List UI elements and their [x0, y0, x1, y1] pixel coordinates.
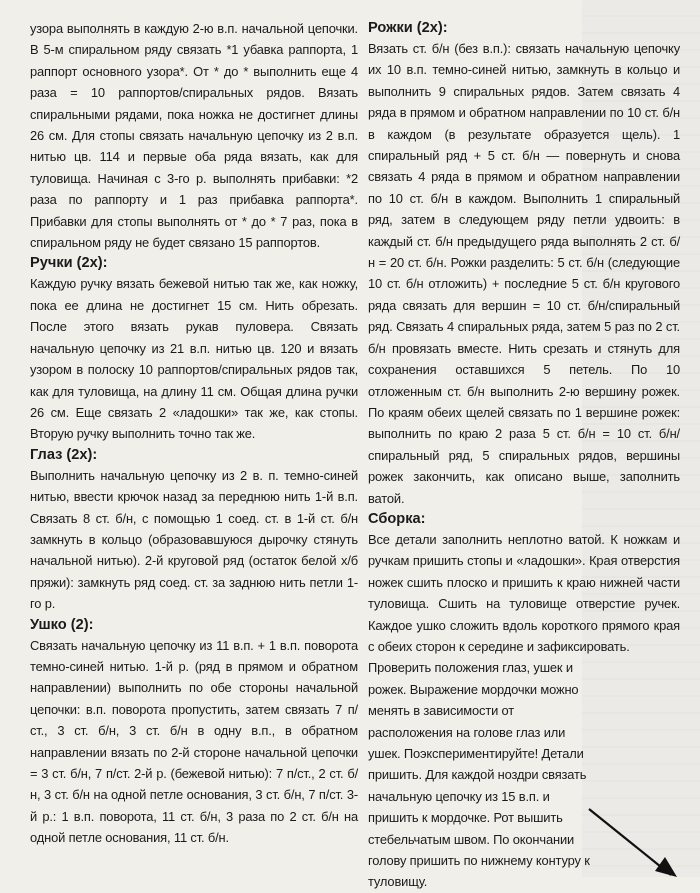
assembly-paragraph: Все детали заполнить неплотно ватой. К ножкам и ручкам пришить стопы и «ладошки». Края отверстия ножек сшить плоско и пришить к краю нижней части туловища. Сшить на туловище отверстие ручек. Каждое ушко сложить вдоль короткого прямого края с обеих сторон к середине и зафиксировать. — [368, 531, 680, 654]
left-column — [30, 18, 358, 849]
intro-paragraph: узора выполнять в каждую 2-ю в.п. начальной цепочки. В 5-м спиральном ряду связать *1 убавка раппорта, 1 раппорт основного узора*. От * до * выполнить еще 4 раза = 10 раппортов/спиральных рядов. Вязать спиральными рядами, пока ножка не достигнет длины 26 см. Для стопы связать начальную цепочку из 2 в.п. нитью цв. 114 и первые оба ряда вязать, как для туловища. Начиная с 3-го р. выполнять прибавки: *2 раза по раппорту и 1 раз прибавка раппорта*. Прибавки для стопы выполнять от * до * 7 раз, пока в спиральном ряду не будет связано 15 раппортов. — [30, 21, 358, 251]
horns-paragraph: Вязать ст. б/н (без в.п.): связать начальную цепочку их 10 в.п. темно-синей нитью, замкнуть в кольцо и выполнить 9 спиральных рядов. Затем связать 4 ряда в прямом и обратном направлении по 10 ст. б/н в каждом (в результате образуется щель). 1 спиральный ряд + 5 ст. б/н — повернуть и снова связать 4 ряда в прямом и обратном направлении по 10 ст. б/н в каждом. Выполнить 1 спиральный ряд, затем в следующем ряду петли удвоить: в каждый ст. б/н предыдущего ряда выполнять 2 ст. б/н = 20 ст. б/н. Рожки разделить: 5 ст. б/н (следующие 10 ст. б/н отложить) + последние 5 ст. б/н кругового ряда связать для вершин = 10 ст. б/н/спиральный ряд. Связать 4 спиральных ряда, затем 5 раз по 2 ст. б/н провязать вместе. Нить срезать и стянуть для сохранения оставшихся 5 петель. По 10 отложенным ст. б/н выполнить 2-ю вершину рожек. По краям обеих щелей связать по 1 вершине рожек: выполнить по краю 2 раза 5 ст. б/н = 10 ст. б/н/спиральный ряд, 5 спиральных рядов, вершины рожек закончить, как описано выше, заполнить ватой. — [368, 41, 680, 506]
horns-heading: Рожки (2х): — [368, 20, 448, 36]
eyes-paragraph: Выполнить начальную цепочку из 2 в. п. темно-синей нитью, ввести крючок назад за переднюю нить 1-й в.п. Связать 8 ст. б/н, с помощью 1 соед. ст. в 1-й ст. б/н замкнуть в кольцо (образовавшуюся дырочку стянуть начальной нитью). 2-й круговой ряд (остаток белой х/б пряжи): замкнуть ряд соед. ст. за заднюю нить петли 1-го р. — [30, 467, 358, 612]
handles-paragraph: Каждую ручку вязать бежевой нитью так же, как ножку, пока ее длина не достигнет 15 см. Нить обрезать. После этого вязать рукав пуловера. Связать начальную цепочку из 21 в.п. нитью цв. 120 и вязать узором в полоску 10 раппортов/спиральных рядов так, как для туловища, на длину 11 см. Общая длина ручки 26 см. Еще связать 2 «ладошки» так же, как стопы. Вторую ручку выполнить точно так же. — [30, 276, 358, 442]
assembly-heading: Сборка: — [368, 510, 426, 527]
assembly-paragraph-narrow: Проверить положения глаз, ушек и рожек. Выражение мордочки можно менять в зависимости от расположения на голове глаз или ушек. Поэкспериментируйте! Детали пришить. Для каждой ноздри связать начальную цепочку из 15 в.п. и пришить к мордочке. Рот вышить стебельчатым швом. По окончании голову пришить по нижнему контуру к туловищу. — [368, 660, 590, 890]
handles-heading: Ручки (2х): — [30, 255, 108, 272]
pointer-arrow-icon — [585, 805, 700, 877]
ears-heading: Ушко (2): — [30, 616, 94, 633]
eyes-heading: Глаз (2х): — [30, 446, 98, 463]
ears-paragraph: Связать начальную цепочку из 11 в.п. + 1 в.п. поворота темно-синей нитью. 1-й р. (ряд в прямом и обратном направлении) выполнить по обе стороны начальной цепочки: в.п. поворота пропустить, затем связать 7 п/ст., 3 ст. б/н, 3 ст. б/н в одну в.п., в обратном направлении вязать по 2-й стороне начальной цепочки = 3 ст. б/н, 7 п/ст. 2-й р. (бежевой нитью): 7 п/ст., 2 ст. б/н, 3 ст. б/н на одной петле основания, 3 ст. б/н, 7 п/ст. 3-й р.: 1 в.п. поворота, 11 ст. б/н, 3 раза по 2 ст. б/н на одной петле основания, 11 ст. б/н. — [30, 637, 358, 846]
right-column — [368, 18, 680, 893]
